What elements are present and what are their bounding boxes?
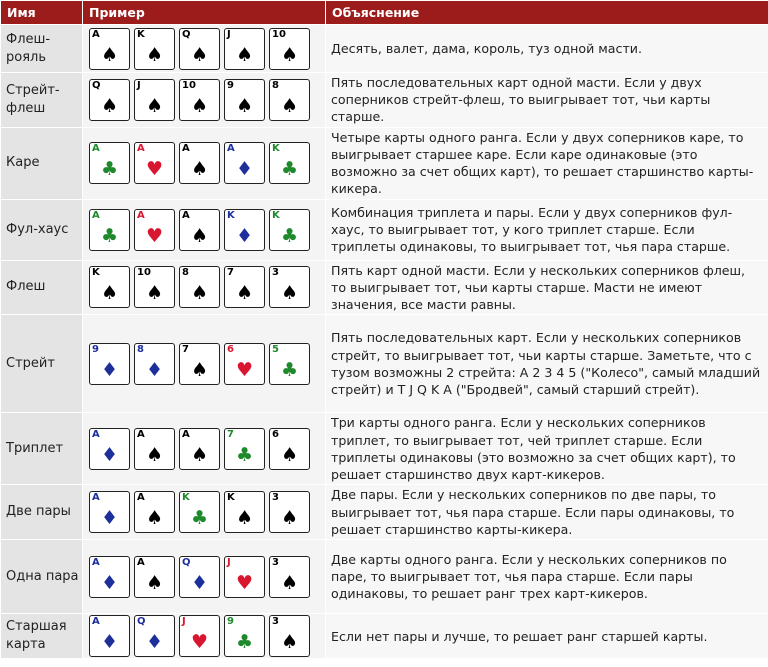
diamond-icon: ♦ <box>145 358 164 381</box>
spade-icon: ♠ <box>280 571 299 594</box>
header-example: Пример <box>83 1 326 25</box>
card-rank: 10 <box>137 267 151 279</box>
hand-name: Стрейт-флеш <box>1 73 83 128</box>
card-row <box>89 556 325 598</box>
diamond-icon: ♦ <box>190 571 209 594</box>
playing-card <box>89 556 130 598</box>
spade-icon: ♠ <box>145 571 164 594</box>
card-rank: A <box>92 428 100 440</box>
card-row <box>89 428 325 470</box>
diamond-icon: ♦ <box>100 507 119 530</box>
diamond-icon: ♦ <box>100 358 119 381</box>
spade-icon: ♠ <box>100 282 119 305</box>
hand-row <box>1 199 768 260</box>
hand-name: Флеш <box>1 260 83 315</box>
playing-card <box>89 615 130 657</box>
spade-icon: ♠ <box>145 282 164 305</box>
hand-explanation: Комбинация триплета и пары. Если у двух соперников фул-хаус, то выигрывает тот, у кого триплет старше. Если триплеты одинаковы, то выигрывает тот, чья пара старше. <box>326 199 768 260</box>
example-cards <box>83 413 326 485</box>
playing-card <box>179 615 220 657</box>
spade-icon: ♠ <box>190 158 209 181</box>
card-rank: A <box>137 428 145 440</box>
hand-row <box>1 315 768 413</box>
hand-row <box>1 25 768 73</box>
card-rank: A <box>92 492 100 504</box>
playing-card <box>89 209 130 251</box>
club-icon: ♣ <box>280 358 299 381</box>
spade-icon: ♠ <box>280 43 299 66</box>
playing-card <box>224 491 265 533</box>
card-rank: K <box>272 143 280 155</box>
playing-card <box>269 343 310 385</box>
playing-card <box>224 142 265 184</box>
hand-name: Фул-хаус <box>1 199 83 260</box>
diamond-icon: ♦ <box>100 631 119 654</box>
example-cards <box>83 127 326 199</box>
hand-name: Две пары <box>1 485 83 540</box>
spade-icon: ♠ <box>280 443 299 466</box>
playing-card <box>269 28 310 70</box>
playing-card <box>224 343 265 385</box>
hand-name: Флеш-рояль <box>1 25 83 73</box>
card-rank: 6 <box>272 428 279 440</box>
card-rank: K <box>272 209 280 221</box>
playing-card <box>179 79 220 121</box>
hand-explanation: Две карты одного ранга. Если у нескольких соперников по паре, то выигрывает тот, чья пара старше. Если пары одинаковы, то решает ранг трех карт-кикеров. <box>326 540 768 614</box>
card-rank: A <box>182 428 190 440</box>
playing-card <box>134 343 175 385</box>
hand-explanation: Четыре карты одного ранга. Если у двух соперников каре, то выигрывает старшее каре. Если каре одинаковые (это возможно за счет общих карт), то решает старшинство карты-кикера. <box>326 127 768 199</box>
card-rank: A <box>92 556 100 568</box>
playing-card <box>89 79 130 121</box>
spade-icon: ♠ <box>235 43 254 66</box>
card-rank: A <box>92 28 100 40</box>
diamond-icon: ♦ <box>100 443 119 466</box>
spade-icon: ♠ <box>190 224 209 247</box>
playing-card <box>89 343 130 385</box>
playing-card <box>134 615 175 657</box>
club-icon: ♣ <box>280 224 299 247</box>
playing-card <box>134 28 175 70</box>
playing-card <box>179 209 220 251</box>
hand-explanation: Пять последовательных карт. Если у нескольких соперников стрейт, то выигрывает тот, чьи карты старше. Заметьте, что с тузом возможны 2 стрейта: A 2 3 4 5 ("Колесо", самый младший стрейт) и T J Q K A ("Бродвей", самый старший стрейт). <box>326 315 768 413</box>
playing-card <box>134 79 175 121</box>
spade-icon: ♠ <box>145 443 164 466</box>
playing-card <box>134 491 175 533</box>
card-rank: 6 <box>227 343 234 355</box>
header-name: Имя <box>1 1 83 25</box>
spade-icon: ♠ <box>145 507 164 530</box>
example-cards <box>83 315 326 413</box>
spade-icon: ♠ <box>190 443 209 466</box>
spade-icon: ♠ <box>280 631 299 654</box>
playing-card <box>134 556 175 598</box>
card-rank: J <box>227 556 231 568</box>
card-rank: 5 <box>272 343 279 355</box>
playing-card <box>179 28 220 70</box>
spade-icon: ♠ <box>145 43 164 66</box>
card-rank: K <box>137 28 145 40</box>
spade-icon: ♠ <box>190 43 209 66</box>
playing-card <box>269 615 310 657</box>
spade-icon: ♠ <box>190 94 209 117</box>
card-rank: A <box>137 209 145 221</box>
hand-explanation: Десять, валет, дама, король, туз одной масти. <box>326 25 768 73</box>
card-rank: A <box>137 492 145 504</box>
card-rank: K <box>227 492 235 504</box>
card-rank: Q <box>182 28 191 40</box>
card-rank: 9 <box>227 616 234 628</box>
card-row <box>89 79 325 121</box>
playing-card <box>89 142 130 184</box>
hand-explanation: Две пары. Если у нескольких соперников по две пары, то выигрывает тот, чья пара старше. Если пары одинаковы, то решает старшинство карты-кикера. <box>326 485 768 540</box>
example-cards <box>83 485 326 540</box>
card-rank: A <box>182 143 190 155</box>
hand-row <box>1 413 768 485</box>
example-cards <box>83 614 326 659</box>
heart-icon: ♥ <box>235 358 254 381</box>
playing-card <box>269 491 310 533</box>
card-rank: Q <box>182 556 191 568</box>
hand-name: Одна пара <box>1 540 83 614</box>
card-row <box>89 28 325 70</box>
spade-icon: ♠ <box>235 94 254 117</box>
card-rank: J <box>137 79 141 91</box>
playing-card <box>269 79 310 121</box>
card-rank: 7 <box>227 428 234 440</box>
spade-icon: ♠ <box>190 358 209 381</box>
spade-icon: ♠ <box>190 282 209 305</box>
hand-row <box>1 540 768 614</box>
card-rank: K <box>227 209 235 221</box>
club-icon: ♣ <box>280 158 299 181</box>
heart-icon: ♥ <box>235 571 254 594</box>
hand-row <box>1 614 768 659</box>
playing-card <box>134 142 175 184</box>
playing-card <box>179 491 220 533</box>
hand-explanation: Три карты одного ранга. Если у нескольких соперников триплет, то выигрывает тот, чей триплет старше. Если триплеты одинаковы (это возможно за счет общих карт), то решает старшинство двух карт-кикеров. <box>326 413 768 485</box>
playing-card <box>224 615 265 657</box>
card-rank: 7 <box>227 267 234 279</box>
card-rank: 10 <box>272 28 286 40</box>
hand-row <box>1 127 768 199</box>
playing-card <box>224 28 265 70</box>
card-rank: A <box>92 143 100 155</box>
playing-card <box>269 266 310 308</box>
playing-card <box>89 266 130 308</box>
club-icon: ♣ <box>235 443 254 466</box>
example-cards <box>83 540 326 614</box>
playing-card <box>89 428 130 470</box>
spade-icon: ♠ <box>100 43 119 66</box>
card-rank: 3 <box>272 492 279 504</box>
card-row <box>89 209 325 251</box>
card-rank: A <box>92 616 100 628</box>
playing-card <box>134 428 175 470</box>
playing-card <box>179 343 220 385</box>
card-rank: 3 <box>272 616 279 628</box>
playing-card <box>224 209 265 251</box>
card-row <box>89 343 325 385</box>
card-rank: A <box>92 209 100 221</box>
card-rank: 8 <box>272 79 279 91</box>
spade-icon: ♠ <box>280 507 299 530</box>
playing-card <box>179 556 220 598</box>
playing-card <box>89 28 130 70</box>
card-rank: K <box>182 492 190 504</box>
card-rank: K <box>92 267 100 279</box>
club-icon: ♣ <box>190 507 209 530</box>
heart-icon: ♥ <box>145 158 164 181</box>
diamond-icon: ♦ <box>100 571 119 594</box>
spade-icon: ♠ <box>145 94 164 117</box>
card-rank: A <box>137 556 145 568</box>
playing-card <box>269 428 310 470</box>
playing-card <box>89 491 130 533</box>
diamond-icon: ♦ <box>235 224 254 247</box>
card-rank: J <box>227 28 231 40</box>
diamond-icon: ♦ <box>235 158 254 181</box>
hand-explanation: Пять последовательных карт одной масти. Если у двух соперников стрейт-флеш, то выигрывает тот, чьи карты старше. <box>326 73 768 128</box>
playing-card <box>134 209 175 251</box>
card-rank: 10 <box>182 79 196 91</box>
card-row <box>89 142 325 184</box>
card-rank: Q <box>92 79 101 91</box>
playing-card <box>269 142 310 184</box>
heart-icon: ♥ <box>190 631 209 654</box>
heart-icon: ♥ <box>145 224 164 247</box>
diamond-icon: ♦ <box>145 631 164 654</box>
hand-name: Каре <box>1 127 83 199</box>
card-rank: A <box>227 143 235 155</box>
hand-row <box>1 73 768 128</box>
playing-card <box>134 266 175 308</box>
header-explanation: Объяснение <box>326 1 768 25</box>
hand-row <box>1 485 768 540</box>
example-cards <box>83 73 326 128</box>
card-rank: A <box>182 209 190 221</box>
card-rank: 3 <box>272 556 279 568</box>
example-cards <box>83 25 326 73</box>
spade-icon: ♠ <box>235 282 254 305</box>
club-icon: ♣ <box>100 158 119 181</box>
playing-card <box>269 209 310 251</box>
club-icon: ♣ <box>235 631 254 654</box>
playing-card <box>179 428 220 470</box>
club-icon: ♣ <box>100 224 119 247</box>
spade-icon: ♠ <box>235 507 254 530</box>
card-rank: 3 <box>272 267 279 279</box>
hand-name: Стрейт <box>1 315 83 413</box>
spade-icon: ♠ <box>280 94 299 117</box>
playing-card <box>224 428 265 470</box>
hand-explanation: Пять карт одной масти. Если у нескольких соперников флеш, то выигрывает тот, чьи карты старше. Масти не имеют значения, все масти равны. <box>326 260 768 315</box>
card-rank: J <box>182 616 186 628</box>
card-rank: 9 <box>92 343 99 355</box>
header-row <box>1 1 768 25</box>
playing-card <box>179 266 220 308</box>
hand-name: Триплет <box>1 413 83 485</box>
example-cards <box>83 199 326 260</box>
card-rank: 8 <box>137 343 144 355</box>
playing-card <box>224 79 265 121</box>
spade-icon: ♠ <box>280 282 299 305</box>
playing-card <box>224 556 265 598</box>
card-row <box>89 615 325 657</box>
hand-explanation: Если нет пары и лучше, то решает ранг старшей карты. <box>326 614 768 659</box>
hand-row <box>1 260 768 315</box>
card-row <box>89 491 325 533</box>
card-row <box>89 266 325 308</box>
card-rank: 9 <box>227 79 234 91</box>
hand-name: Старшая карта <box>1 614 83 659</box>
card-rank: Q <box>137 616 146 628</box>
card-rank: A <box>137 143 145 155</box>
playing-card <box>179 142 220 184</box>
playing-card <box>269 556 310 598</box>
card-rank: 7 <box>182 343 189 355</box>
playing-card <box>224 266 265 308</box>
spade-icon: ♠ <box>100 94 119 117</box>
card-rank: 8 <box>182 267 189 279</box>
example-cards <box>83 260 326 315</box>
